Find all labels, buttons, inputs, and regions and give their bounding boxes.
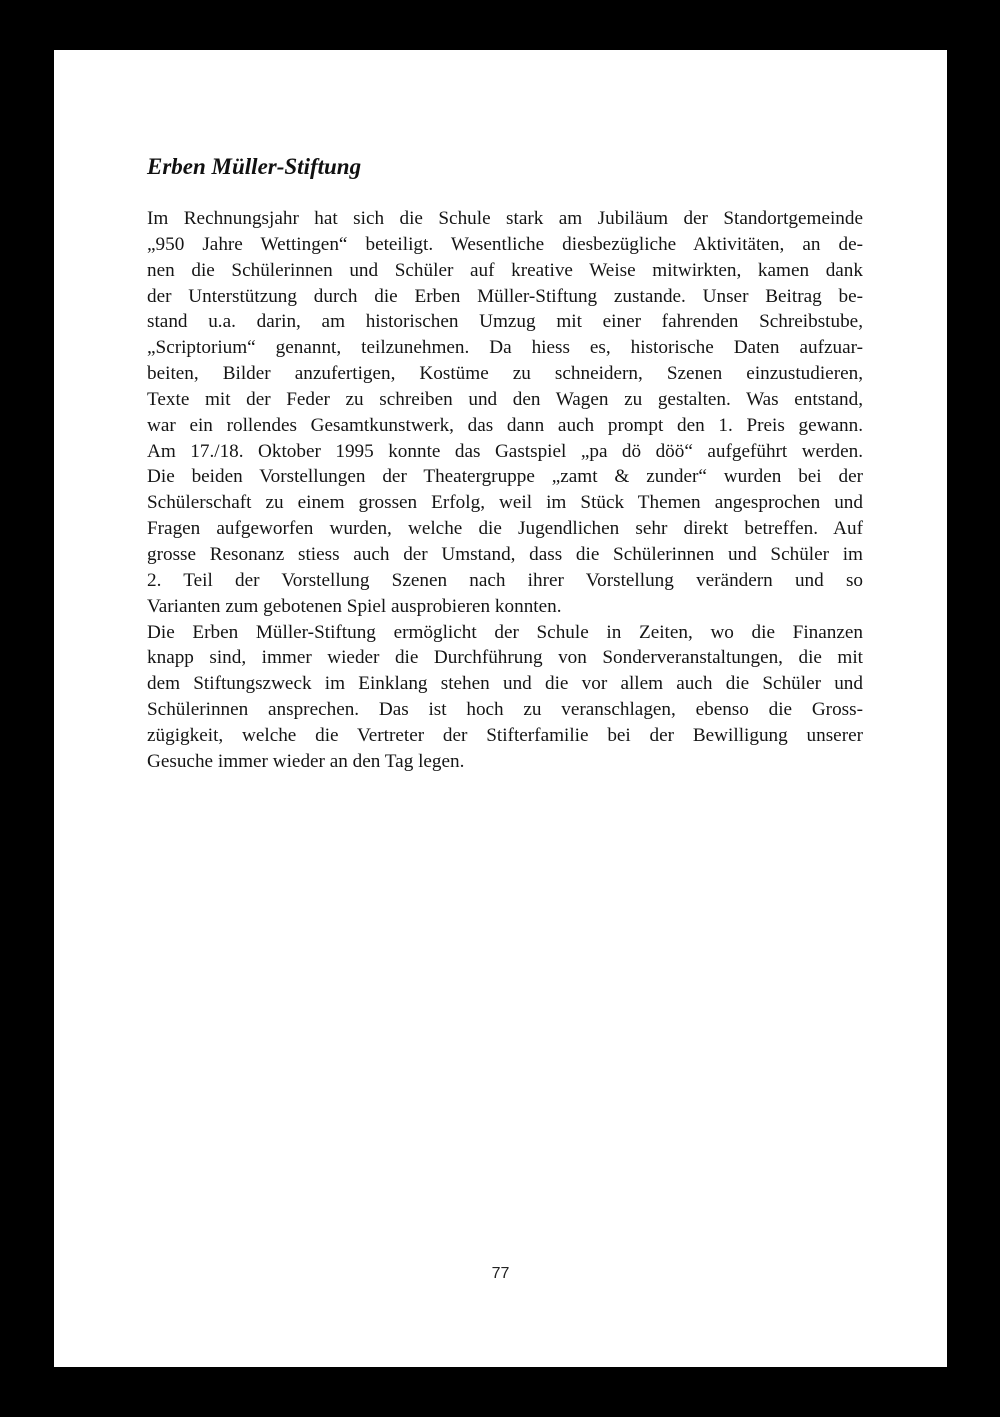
text-line: Die beiden Vorstellungen der Theatergruppe „zamt & zunder“ wurden bei der [147,466,863,488]
text-line: zügigkeit, welche die Vertreter der Stifterfamilie bei der Bewilligung unserer [147,724,863,746]
text-line: war ein rollendes Gesamtkunstwerk, das dann auch prompt den 1. Preis gewann. [147,414,863,436]
text-line: 2. Teil der Vorstellung Szenen nach ihrer Vorstellung verändern und so [147,569,863,591]
text-line: Schülerinnen ansprechen. Das ist hoch zu veranschlagen, ebenso die Gross- [147,699,863,721]
text-line: knapp sind, immer wieder die Durchführung von Sonderveranstaltungen, die mit [147,647,863,669]
text-line: Fragen aufgeworfen wurden, welche die Jugendlichen sehr direkt betreffen. Auf [147,518,863,540]
text-line: der Unterstützung durch die Erben Müller-Stiftung zustande. Unser Beitrag be- [147,285,863,307]
text-line: dem Stiftungszweck im Einklang stehen und die vor allem auch die Schüler und [147,673,863,695]
text-line: Die Erben Müller-Stiftung ermöglicht der Schule in Zeiten, wo die Finanzen [147,621,863,643]
text-line: Im Rechnungsjahr hat sich die Schule stark am Jubiläum der Standortgemeinde [147,208,863,229]
section-heading: Erben Müller-Stiftung [147,154,362,179]
document-page [54,50,947,1367]
text-line: „950 Jahre Wettingen“ beteiligt. Wesentliche diesbezügliche Aktivitäten, an de- [147,233,863,255]
text-line: nen die Schülerinnen und Schüler auf kreative Weise mitwirkten, kamen dank [147,259,863,281]
page-number: 77 [491,1265,510,1282]
text-line: Gesuche immer wieder an den Tag legen. [147,750,465,772]
text-line: Am 17./18. Oktober 1995 konnte das Gastspiel „pa dö döö“ aufgeführt werden. [147,440,863,462]
text-line: Varianten zum gebotenen Spiel ausprobieren konnten. [147,595,562,617]
text-line: beiten, Bilder anzufertigen, Kostüme zu schneidern, Szenen einzustudieren, [147,363,863,385]
text-line: „Scriptorium“ genannt, teilzunehmen. Da hiess es, historische Daten aufzuar- [147,337,863,359]
text-line: Texte mit der Feder zu schreiben und den Wagen zu gestalten. Was entstand, [147,388,863,410]
body-text [147,206,863,775]
text-line: stand u.a. darin, am historischen Umzug mit einer fahrenden Schreibstube, [147,311,863,333]
text-line: grosse Resonanz stiess auch der Umstand, dass die Schülerinnen und Schüler im [147,543,863,565]
text-line: Schülerschaft zu einem grossen Erfolg, weil im Stück Themen angesprochen und [147,492,863,514]
